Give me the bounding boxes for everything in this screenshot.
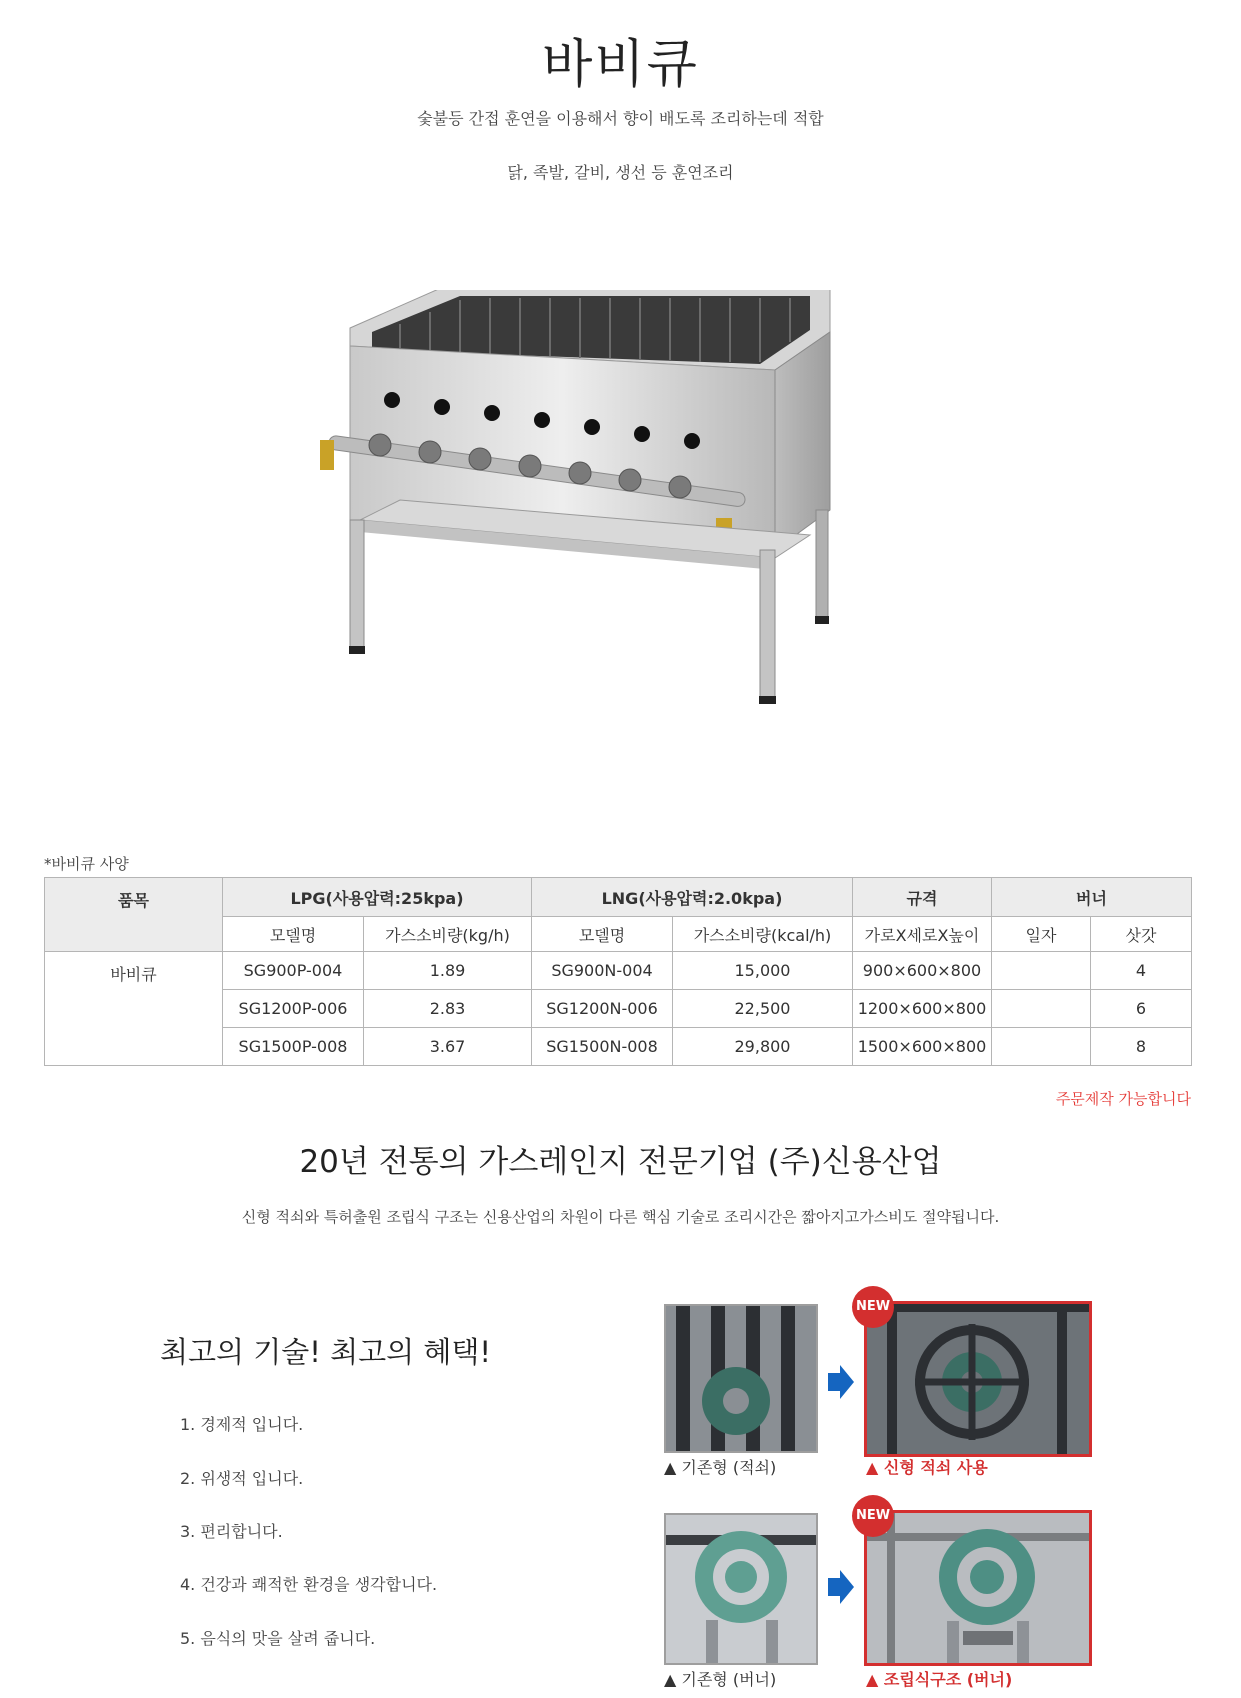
- subheader-burner-bowl: 삿갓: [1091, 917, 1192, 952]
- burner-straight-cell: [992, 990, 1091, 1028]
- burner-bowl-cell: 4: [1091, 952, 1192, 990]
- arrow-right-icon: [828, 1570, 854, 1604]
- lng-model-cell: SG1500N-008: [532, 1028, 673, 1066]
- old-burner-photo: [664, 1513, 818, 1665]
- lpg-model-cell: SG1500P-008: [223, 1028, 364, 1066]
- new-badge: NEW: [852, 1286, 894, 1328]
- table-row: [45, 952, 1192, 990]
- subtitle-usage: 숯불등 간접 훈연을 이용해서 향이 배도록 조리하는데 적합: [417, 109, 824, 128]
- size-cell: 900×600×800: [853, 952, 992, 990]
- lpg-model-cell: SG1200P-006: [223, 990, 364, 1028]
- subheader-size: 가로X세로X높이: [853, 917, 992, 952]
- old-grate-photo: [664, 1304, 818, 1453]
- benefit-item: 3. 편리합니다.: [180, 1522, 283, 1541]
- company-description: 신형 적쇠와 특허출원 조립식 구조는 신용산업의 차원이 다른 핵심 기술로 조리시간은 짧아지고가스비도 절약됩니다.: [241, 1208, 1000, 1226]
- spec-caption: *바비큐 사양: [44, 855, 129, 873]
- header-burner: 버너: [992, 878, 1192, 917]
- benefit-item: 2. 위생적 입니다.: [180, 1469, 304, 1488]
- lng-gas-cell: 15,000: [673, 952, 853, 990]
- benefit-item: 5. 음식의 맛을 살려 줍니다.: [180, 1629, 376, 1648]
- header-lng: LNG(사용압력:2.0kpa): [532, 878, 853, 917]
- subheader-lpg-gas: 가스소비량(kg/h): [364, 917, 532, 952]
- old-burner-caption: ▲ 기존형 (버너): [664, 1670, 777, 1689]
- new-burner-caption: ▲ 조립식구조 (버너): [866, 1670, 1013, 1689]
- burner-bowl-cell: 6: [1091, 990, 1192, 1028]
- header-lpg: LPG(사용압력:25kpa): [223, 878, 532, 917]
- arrow-right-icon: [828, 1365, 854, 1399]
- new-grate-photo: [864, 1301, 1092, 1457]
- lng-gas-cell: 29,800: [673, 1028, 853, 1066]
- lpg-gas-cell: 3.67: [364, 1028, 532, 1066]
- burner-bowl-cell: 8: [1091, 1028, 1192, 1066]
- lng-gas-cell: 22,500: [673, 990, 853, 1028]
- lpg-model-cell: SG900P-004: [223, 952, 364, 990]
- new-badge: NEW: [852, 1495, 894, 1537]
- lpg-gas-cell: 2.83: [364, 990, 532, 1028]
- benefit-item: 4. 건강과 쾌적한 환경을 생각합니다.: [180, 1575, 438, 1594]
- subheader-lng-model: 모델명: [532, 917, 673, 952]
- company-headline: 20년 전통의 가스레인지 전문기업 (주)신용산업: [299, 1144, 942, 1180]
- header-item: 품목: [45, 878, 223, 952]
- benefits-title: 최고의 기술! 최고의 혜택!: [160, 1335, 492, 1369]
- benefit-item: 1. 경제적 입니다.: [180, 1415, 304, 1434]
- subheader-burner-straight: 일자: [992, 917, 1091, 952]
- new-grate-caption: ▲ 신형 적쇠 사용: [866, 1458, 988, 1477]
- subheader-lng-gas: 가스소비량(kcal/h): [673, 917, 853, 952]
- old-grate-caption: ▲ 기존형 (적쇠): [664, 1458, 777, 1477]
- lpg-gas-cell: 1.89: [364, 952, 532, 990]
- page-title: 바비큐: [542, 35, 699, 95]
- subheader-lpg-model: 모델명: [223, 917, 364, 952]
- subtitle-examples: 닭, 족발, 갈비, 생선 등 훈연조리: [507, 163, 734, 182]
- item-name-cell: 바비큐: [45, 952, 223, 1066]
- burner-straight-cell: [992, 1028, 1091, 1066]
- lng-model-cell: SG900N-004: [532, 952, 673, 990]
- barbecue-product-image: [320, 290, 930, 770]
- lng-model-cell: SG1200N-006: [532, 990, 673, 1028]
- header-size: 규격: [853, 878, 992, 917]
- size-cell: 1500×600×800: [853, 1028, 992, 1066]
- burner-straight-cell: [992, 952, 1091, 990]
- new-burner-photo: [864, 1510, 1092, 1666]
- size-cell: 1200×600×800: [853, 990, 992, 1028]
- spec-table: [44, 877, 1192, 1066]
- custom-order-note: 주문제작 가능합니다: [1055, 1090, 1191, 1108]
